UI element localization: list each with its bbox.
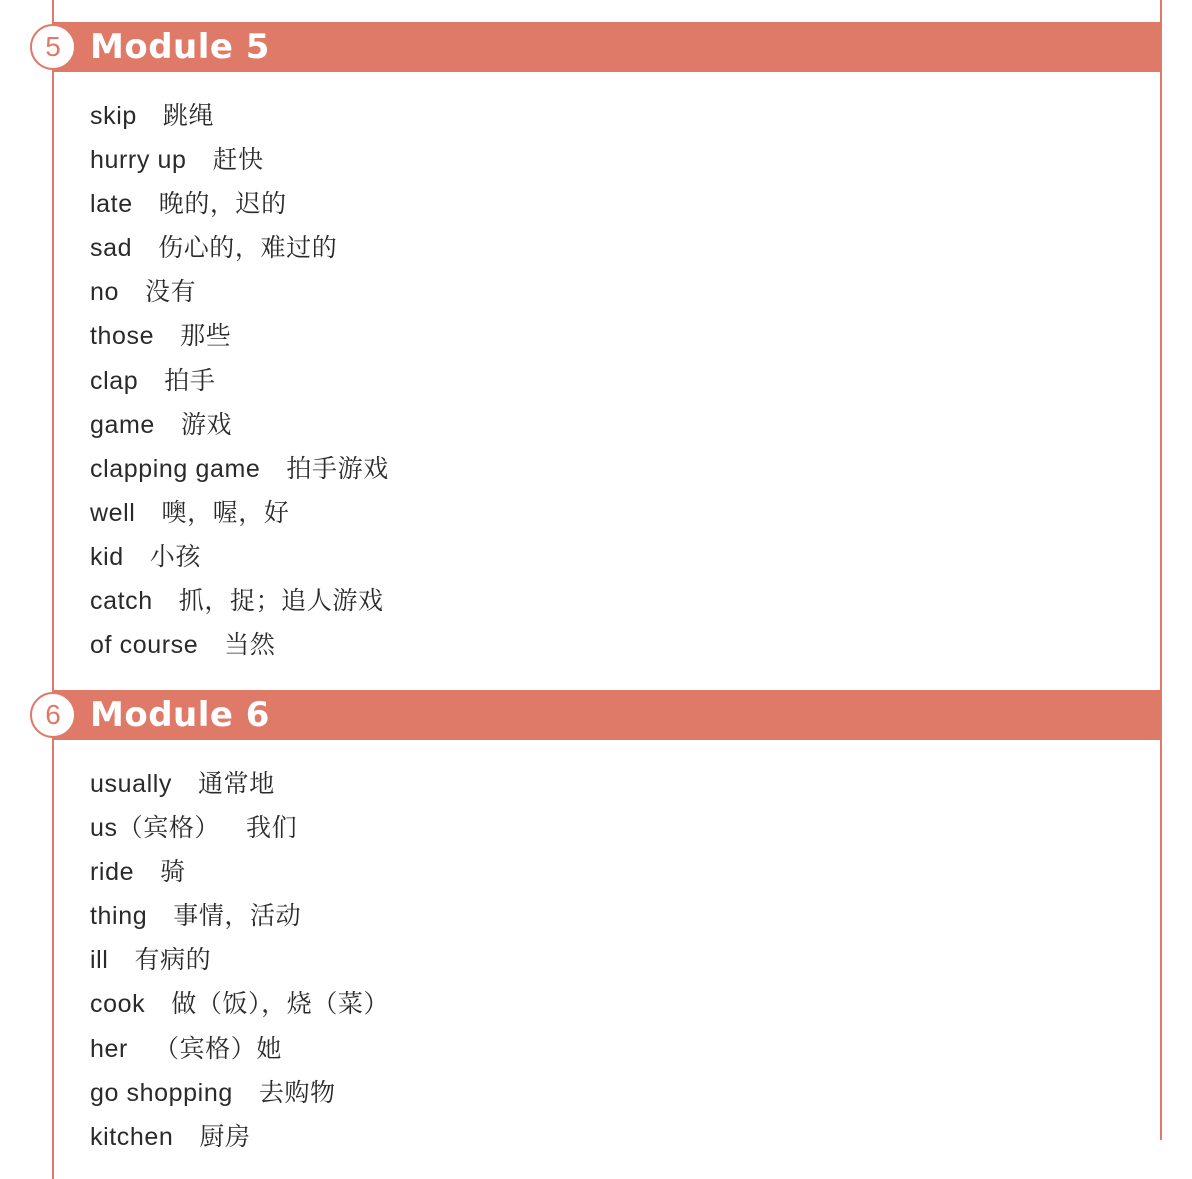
- module-5-header: [30, 22, 1162, 72]
- vocab-item: [90, 447, 389, 491]
- english-word: ill: [90, 946, 109, 975]
- chinese-meaning: 当然: [224, 630, 276, 660]
- module-title: Module 5: [90, 27, 270, 67]
- english-word: ride: [90, 858, 135, 887]
- vocab-item: [90, 1071, 389, 1115]
- vocab-item: [90, 938, 389, 982]
- right-border-line: [1160, 0, 1162, 1140]
- module-6-header: [30, 690, 1162, 740]
- vocab-item: [90, 314, 389, 358]
- chinese-meaning: 噢，喔，好: [161, 497, 290, 527]
- english-word: her: [90, 1034, 128, 1063]
- chinese-meaning: 我们: [246, 813, 298, 843]
- english-word: of course: [90, 631, 199, 660]
- chinese-meaning: 厨房: [199, 1121, 251, 1151]
- chinese-meaning: 伤心的，难过的: [158, 233, 338, 263]
- english-word: cook: [90, 990, 146, 1019]
- chinese-meaning: 骑: [160, 857, 186, 887]
- chinese-meaning: 抓，捉；追人游戏: [178, 586, 384, 616]
- vocab-item: [90, 359, 389, 403]
- english-word: skip: [90, 102, 137, 130]
- english-word: clap: [90, 366, 139, 395]
- english-word: kid: [90, 542, 124, 571]
- chinese-meaning: 晚的，迟的: [158, 189, 287, 219]
- left-border-line: [52, 0, 54, 1179]
- english-word: well: [90, 498, 136, 527]
- vocab-item: [90, 982, 389, 1026]
- module-number-badge: 5: [30, 24, 76, 70]
- vocab-item: [90, 182, 389, 226]
- chinese-meaning: 游戏: [180, 409, 233, 439]
- english-word: kitchen: [90, 1122, 174, 1151]
- module-number-badge: 6: [30, 692, 76, 738]
- chinese-meaning: 没有: [145, 277, 197, 307]
- chinese-meaning: 通常地: [198, 769, 275, 798]
- vocab-item: [90, 806, 389, 850]
- chinese-meaning: 做（饭），烧（菜）: [171, 989, 390, 1019]
- module-title: Module 6: [90, 695, 270, 735]
- vocab-item: [90, 1027, 389, 1071]
- english-word: game: [90, 410, 155, 439]
- chinese-meaning: 拍手游戏: [286, 453, 389, 483]
- english-word: hurry up: [90, 146, 187, 175]
- english-word: thing: [90, 902, 148, 931]
- chinese-meaning: 有病的: [134, 945, 212, 975]
- chinese-meaning: 那些: [180, 321, 232, 351]
- chinese-meaning: 小孩: [149, 541, 201, 571]
- vocab-item: [90, 623, 389, 667]
- chinese-meaning: 赶快: [212, 145, 264, 175]
- chinese-meaning: 拍手: [164, 365, 216, 395]
- english-word: late: [90, 190, 133, 219]
- english-word: sad: [90, 234, 133, 263]
- vocab-item: [90, 535, 389, 579]
- vocab-item: [90, 579, 389, 623]
- vocab-item: [90, 138, 389, 182]
- vocab-item: [90, 894, 389, 938]
- vocab-item: [90, 1115, 389, 1159]
- vocab-item: [90, 491, 389, 535]
- english-word: go shopping: [90, 1078, 233, 1107]
- english-word: usually: [90, 770, 173, 798]
- chinese-meaning: （宾格）她: [153, 1033, 282, 1063]
- vocab-item: [90, 270, 389, 314]
- vocab-item: [90, 226, 389, 270]
- vocab-item: [90, 403, 389, 447]
- module-6-word-list: [90, 762, 389, 1159]
- vocab-item: [90, 762, 389, 806]
- chinese-meaning: 跳绳: [162, 101, 215, 130]
- chinese-meaning: 去购物: [258, 1077, 336, 1107]
- english-word: us（宾格）: [90, 814, 221, 843]
- vocab-item: [90, 94, 389, 138]
- vocab-item: [90, 850, 389, 894]
- english-word: clapping game: [90, 454, 261, 483]
- english-word: those: [90, 322, 155, 351]
- module-5-word-list: [90, 94, 389, 667]
- english-word: catch: [90, 587, 153, 616]
- chinese-meaning: 事情，活动: [173, 901, 302, 931]
- english-word: no: [90, 278, 120, 307]
